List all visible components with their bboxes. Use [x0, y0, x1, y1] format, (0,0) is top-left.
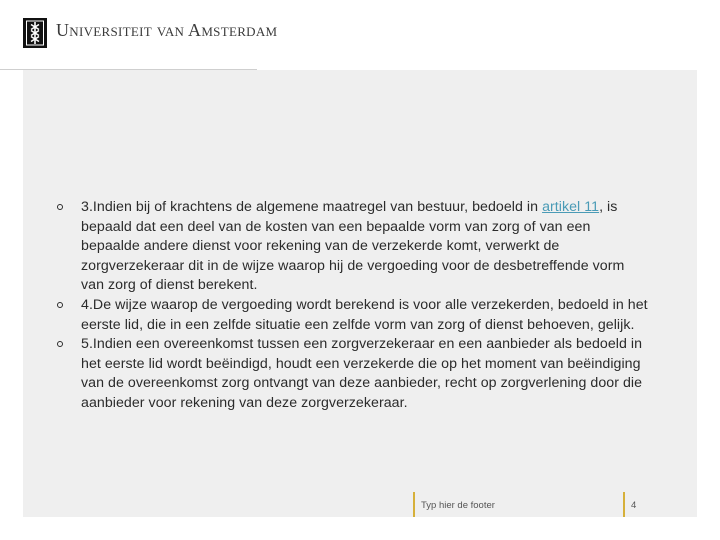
artikel-11-link[interactable]: artikel 11 — [542, 199, 600, 215]
list-item-3 — [58, 198, 648, 296]
university-name: Universiteit van Amsterdam — [56, 20, 278, 40]
page-number: 4 — [631, 500, 637, 511]
list-item-text: , is bepaald dat een deel van de kosten van een bepaalde vorm van zorg of van een bepaalde andere dienst voor rekening van de verzekerde komt, verwerkt de zorgverzekeraar dit in de wijze waarop hij de vergoeding voor de desbetreffende vorm van zorg of dienst berekent. — [81, 199, 625, 294]
list-item-4 — [58, 296, 648, 335]
bullet-icon — [57, 341, 63, 347]
page-number-accent-bar — [623, 492, 625, 517]
bullet-icon — [57, 204, 63, 210]
list-item-text: 5.Indien een overeenkomst tussen een zorgverzekeraar en een aanbieder als bedoeld in het eerste lid wordt beëindigd, houdt een verzekerde die op het moment van beëindiging van de overeenkomst zorg ontvangt van deze aanbieder, recht op zorgverlening door die aanbieder voor rekening van deze zorgverzekeraar. — [81, 336, 643, 411]
list-item-text: 3.Indien bij of krachtens de algemene maatregel van bestuur, bedoeld in — [81, 199, 543, 215]
header — [0, 0, 720, 70]
list-item-text: 4.De wijze waarop de vergoeding wordt berekend is voor alle verzekerden, bedoeld in het eerste lid, die in een zelfde situatie een zelfde vorm van zorg of dienst behoeven, gelijk. — [81, 296, 648, 333]
bullet-icon — [57, 302, 63, 308]
footer-text: Typ hier de footer — [421, 500, 495, 511]
uva-crest-icon — [23, 18, 47, 48]
list-item-5 — [58, 335, 648, 413]
bullet-list — [58, 198, 648, 414]
footer-accent-bar — [413, 492, 415, 517]
uva-logo — [23, 18, 47, 48]
